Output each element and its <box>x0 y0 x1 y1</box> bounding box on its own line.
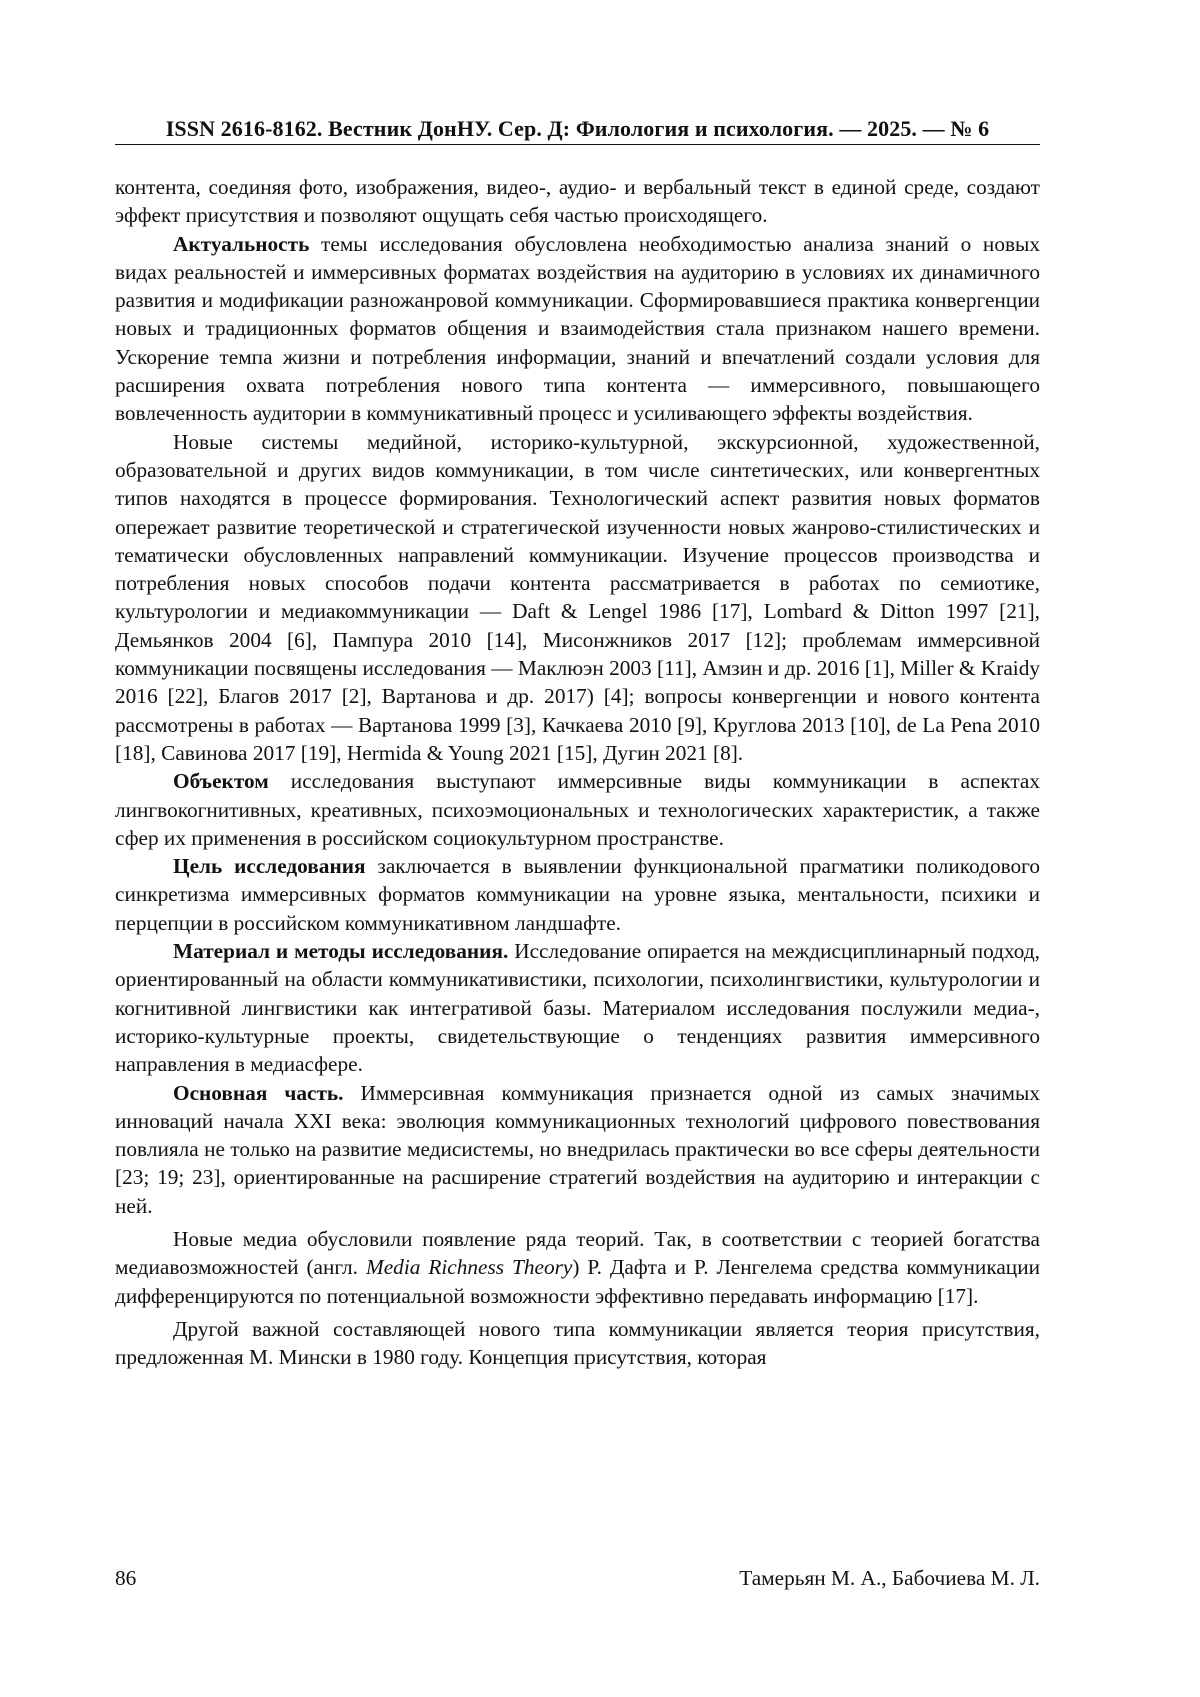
footer-authors: Тамерьян М. А., Бабочиева М. Л. <box>739 1566 1040 1590</box>
paragraph-methods <box>115 937 1040 1078</box>
paragraph-text: Исследование опирается на междисциплинарный подход, ориентированный на области коммуникативистики, психологии, психолингвистики, культурологии и когнитивной лингвистики как интегративой базы. Материалом исследования послужили медиа-, историко-культурные проекты, свидетельствующие о тенденциях развития иммерсивного направления в медиасфере. <box>115 939 1040 1077</box>
paragraph-text: Другой важной составляющей нового типа коммуникации является теория присутствия, предложенная М. Мински в 1980 году. Концепция присутствия, которая <box>115 1316 1040 1370</box>
paragraph-text: Новые системы медийной, историко-культурной, экскурсионной, художественной, образовательной и других видов коммуникации, в том числе синтетических, или конвергентных типов находятся в процессе формирования. Технологический аспект развития новых форматов опережает развитие теоретической и стратегической изученности новых жанрово-стилистических и тематически обусловленных направлений коммуникации. Изучение процессов производства и потребления новых способов подачи контента рассматривается в работах по семиотике, культурологии и медиакоммуникации — Daft & Lengel 1986 [17], Lombard & Ditton 1997 [21], Демьянков 2004 [6], Пампура 2010 [14], Мисонжников 2017 [12]; проблемам иммерсивной коммуникации посвящены исследования — Маклюэн 2003 [11], Амзин и др. 2016 [1], Miller & Kraidy 2016 [22], Благов 2017 [2], Вартанова и др. 2017) [4]; вопросы конвергенции и нового контента рассмотрены в работах — Вартанова 1999 [3], Качкаева 2010 [9], Круглова 2013 [10], de La Pena 2010 [18], Савинова 2017 [19], Hermida & Young 2021 [15], Дугин 2021 [8]. <box>115 429 1040 765</box>
article-body <box>115 173 1040 1371</box>
paragraph-continuation <box>115 173 1040 230</box>
paragraph-text: заключается в выявлении функциональной прагматики поликодового синкретизма иммерсивных форматов коммуникации на уровне языка, ментальности, психики и перцепции в российском коммуникативном ландшафте. <box>115 854 1040 935</box>
running-header: ISSN 2616-8162. Вестник ДонНУ. Сер. Д: Филология и психология. — 2025. — № 6 <box>115 116 1040 145</box>
paragraph-lead: Цель исследования <box>173 854 366 879</box>
paragraph-literature <box>115 428 1040 768</box>
paragraph-relevance <box>115 230 1040 428</box>
paragraph-main-part <box>115 1079 1040 1220</box>
paragraph-text: ) Р. Дафта и Р. Ленгелема средства коммуникации дифференцируются по потенциальной возможности эффективно передавать информацию [17]. <box>115 1255 1040 1308</box>
paragraph-text: Новые медиа обусловили появление ряда теорий. Так, в соответствии с теорией богатства медиавозможностей (англ. <box>115 1226 1040 1280</box>
paragraph-text: Иммерсивная коммуникация признается одной из самых значимых инноваций начала XXI века: эволюция коммуникационных технологий цифрового повествования повлияла не только на развитие медисистемы, но внедрилась практически во все сферы деятельности [23; 19; 23], ориентированные на расширение стратегий воздействия на аудиторию и интеракции с ней. <box>115 1080 1040 1218</box>
paragraph-lead: Материал и методы исследования. <box>173 939 509 964</box>
paragraph-goal <box>115 852 1040 937</box>
paragraph-media-theory <box>115 1225 1040 1310</box>
paragraph-text: темы исследования обусловлена необходимостью анализа знаний о новых видах реальностей и иммерсивных форматах воздействия на аудиторию в условиях их динамичного развития и модификации разножанровой коммуникации. Сформировавшиеся практика конвергенции новых и традиционных форматов общения и взаимодействия стала признаком нашего времени. Ускорение темпа жизни и потребления информации, знаний и впечатлений создали условия для расширения охвата потребления нового типа контента — иммерсивного, повышающего вовлеченность аудитории в коммуникативный процесс и усиливающего эффекты воздействия. <box>115 231 1040 426</box>
paragraph-object <box>115 767 1040 852</box>
paragraph-text: исследования выступают иммерсивные виды коммуникации в аспектах лингвокогнитивных, креативных, психоэмоциональных и технологических характеристик, а также сфер их применения в российском социокультурном пространстве. <box>115 769 1040 850</box>
paragraph-presence-theory <box>115 1315 1040 1372</box>
paragraph-text: контента, соединяя фото, изображения, видео-, аудио- и вербальный текст в единой среде, создают эффект присутствия и позволяют ощущать себя частью происходящего. <box>115 175 1040 228</box>
paragraph-lead: Основная часть. <box>173 1080 344 1105</box>
paragraph-italic-term: Media Richness Theory <box>365 1255 573 1280</box>
paragraph-lead: Объектом <box>173 769 269 794</box>
page-number: 86 <box>115 1566 137 1590</box>
paragraph-lead: Актуальность <box>173 231 310 256</box>
